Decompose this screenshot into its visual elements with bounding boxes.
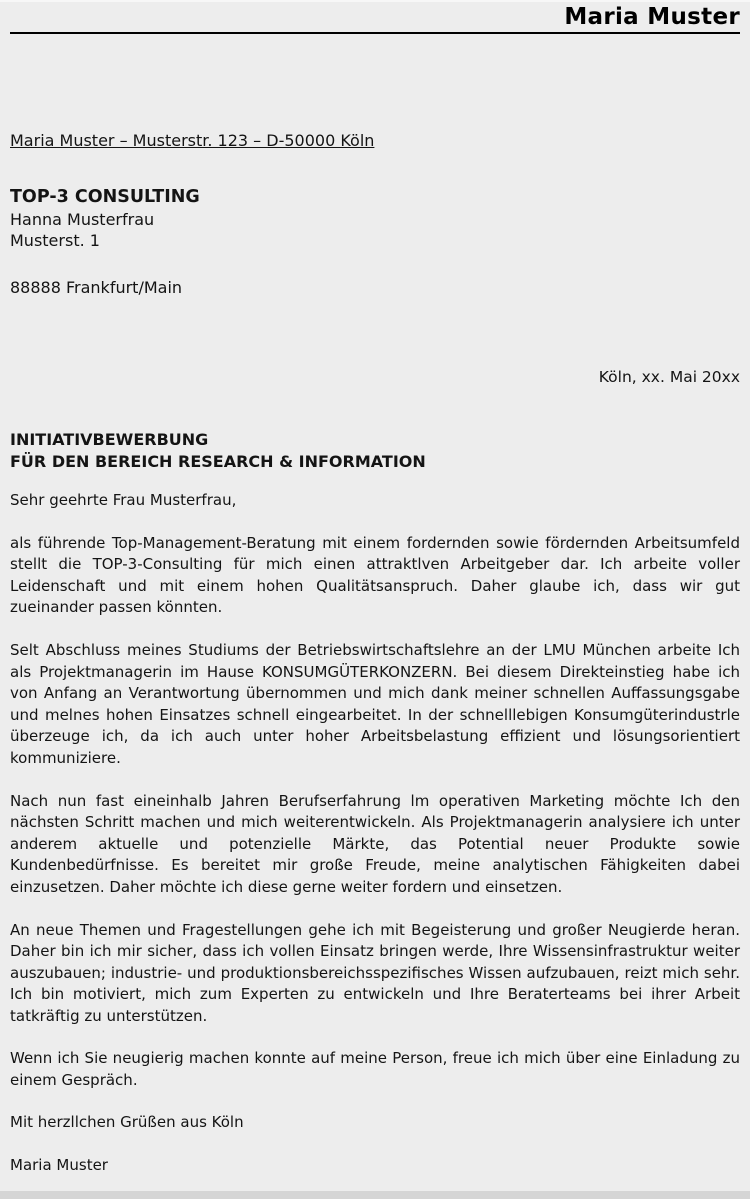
- closing-line: Mit herzllchen Grüßen aus Köln: [10, 1112, 244, 1131]
- signature-name: Maria Muster: [10, 1156, 108, 1175]
- page-title: Maria Muster: [564, 4, 740, 30]
- body-paragraph: Nach nun fast eineinhalb Jahren Berufserfahrung lm operativen Marketing möchte Ich den nächsten Schritt machen und mich weiterentwickeln. Als Projektmanagerin analysiere ich unter anderem aktuelle und potenzielle Märkte, das Potential neuer Produkte sowie Kundenbedürfnisse. Es bereitet mir große Freude, meine analytischen Fähigkeiten dabei einzusetzen. Daher möchte ich diese gerne weiter fordern und einsetzen.: [10, 791, 740, 896]
- recipient-contact: Hanna Musterfrau: [10, 210, 155, 229]
- subject-line-1: INITIATIVBEWERBUNG: [10, 430, 209, 449]
- recipient-company: TOP-3 CONSULTING: [10, 187, 200, 207]
- subject-line-2: FÜR DEN BEREICH RESEARCH & INFORMATION: [10, 452, 426, 471]
- page-bottom-edge: [0, 1191, 750, 1199]
- recipient-city: 88888 Frankfurt/Main: [10, 278, 183, 297]
- sender-address-line: [10, 131, 740, 150]
- body-paragraph: An neue Themen und Fragestellungen gehe ich mit Begeisterung und großer Neugierde heran. Daher bin ich mir sicher, dass ich vollen Einsatz bringen werde, Ihre Wissensinfrastruktur weiter auszubauen; industrie- und produktionsbereichsspezifisches Wissen aufzubauen, reizt mich sehr. Ich bin motiviert, mich zum Experten zu entwickeln und Ihre Beraterteams bei ihrer Arbeit tatkräftig zu unterstützen.: [10, 920, 740, 1025]
- body-paragraph: als führende Top-Management-Beratung mit einem fordernden sowie fördernden Arbeitsumfeld stellt die TOP-3-Consulting für mich einen attraktlven Arbeitgeber dar. Ich arbeite voller Leidenschaft und mit einem hohen Qualitätsanspruch. Daher glaube ich, dass wir gut zueinander passen könnten.: [10, 533, 740, 617]
- recipient-block: [10, 186, 740, 298]
- body-paragraph: Selt Abschluss meines Studiums der Betriebswirtschaftslehre an der LMU München arbeite Ich als Projektmanagerin im Hause KONSUMGÜTERKONZERN. Bei diesem Direkteinstieg habe ich von Anfang an Verantwortung übernommen und mich dank meiner schnellen Auffassungsgabe und melnes hohen Einsatzes schnell eingearbeitet. In der schnelllebigen Konsumgüterindustrle überzeuge ich, da ich auch unter hoher Arbeitsbelastung effizient und lösungsorientiert kommuniziere.: [10, 640, 740, 767]
- recipient-street: Musterst. 1: [10, 231, 100, 250]
- date-line: Köln, xx. Mai 20xx: [598, 368, 740, 386]
- header-rule: [10, 32, 740, 34]
- letter-page: [0, 2, 750, 1177]
- body-paragraph: Wenn ich Sie neugierig machen konnte auf meine Person, freue ich mich über eine Einladung zu einem Gespräch.: [10, 1049, 740, 1090]
- subject-block: [10, 429, 740, 473]
- sender-address-text: Maria Muster – Musterstr. 123 – D-50000 Köln: [10, 131, 375, 150]
- salutation: Sehr geehrte Frau Musterfrau,: [10, 491, 237, 509]
